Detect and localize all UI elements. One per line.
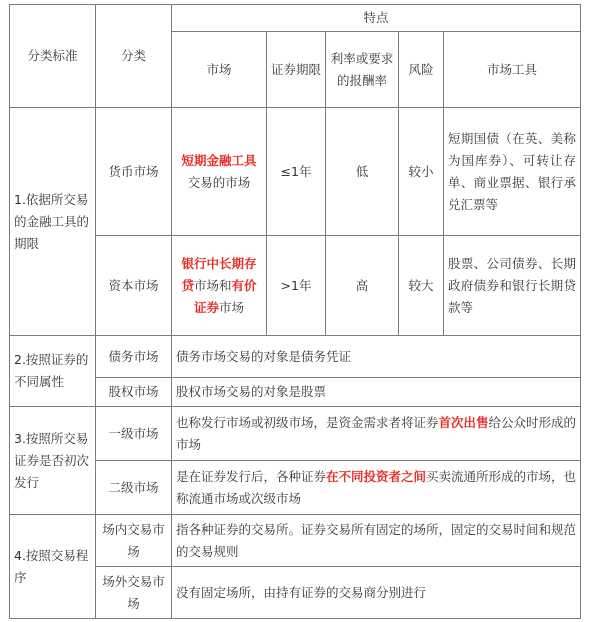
row-secondary-market (10, 461, 581, 515)
highlight-short-term-instruments: 短期金融工具 (181, 152, 257, 168)
header-standard: 分类标准 (10, 5, 96, 108)
highlight-securities: 有价证券 (193, 277, 257, 315)
subheader-risk: 风险 (399, 32, 444, 108)
equity-market-description: 股权市场交易的对象是股票 (172, 378, 581, 407)
money-market-tools: 短期国债（在英、美称为国库券）、可转让存单、商业票据、银行承兑汇票等 (444, 108, 581, 236)
row-equity-market (10, 378, 581, 407)
subheader-term: 证券期限 (267, 32, 326, 108)
category-debt-market: 债务市场 (96, 336, 172, 378)
row-offsite-market (10, 567, 581, 619)
row-money-market (10, 108, 581, 236)
standard-term: 1.依据所交易的金融工具的期限 (10, 108, 96, 336)
capital-market-term: >1年 (267, 236, 326, 336)
category-money-market: 货币市场 (96, 108, 172, 236)
capital-market-rate: 高 (326, 236, 399, 336)
capital-market-description: 银行中长期存贷市场和有价证券市场 (172, 236, 267, 336)
highlight-between-investors: 在不同投资者之间 (326, 468, 427, 484)
standard-procedure: 4.按照交易程序 (10, 515, 96, 619)
primary-market-description: 也称发行市场或初级市场，是资金需求者将证券首次出售给公众时形成的市场 (172, 407, 581, 461)
debt-market-description: 债务市场交易的对象是债务凭证 (172, 336, 581, 378)
category-offsite-market: 场外交易市场 (96, 567, 172, 619)
subheader-market: 市场 (172, 32, 267, 108)
header-category: 分类 (96, 5, 172, 108)
subheader-tools: 市场工具 (444, 32, 581, 108)
category-equity-market: 股权市场 (96, 378, 172, 407)
money-market-term: ≤1年 (267, 108, 326, 236)
capital-market-risk: 较大 (399, 236, 444, 336)
onsite-market-description: 指各种证券的交易所。证券交易所有固定的场所，固定的交易时间和规范的交易规则 (172, 515, 581, 567)
row-debt-market (10, 336, 581, 378)
row-onsite-market (10, 515, 581, 567)
highlight-bank-loans: 银行中长期存贷 (181, 255, 257, 293)
standard-issuance: 3.按照所交易证券是否初次发行 (10, 407, 96, 515)
market-classification-table (9, 4, 581, 619)
money-market-rate: 低 (326, 108, 399, 236)
header-features: 特点 (172, 5, 581, 32)
header-row (10, 5, 581, 32)
secondary-market-description: 是在证券发行后，各种证券在不同投资者之间买卖流通所形成的市场，也称流通市场或次级市场 (172, 461, 581, 515)
row-capital-market (10, 236, 581, 336)
subheader-rate: 利率或要求的报酬率 (326, 32, 399, 108)
standard-attribute: 2.按照证券的不同属性 (10, 336, 96, 407)
category-primary-market: 一级市场 (96, 407, 172, 461)
category-onsite-market: 场内交易市场 (96, 515, 172, 567)
category-capital-market: 资本市场 (96, 236, 172, 336)
capital-market-tools: 股票、公司债券、长期政府债券和银行长期贷款等 (444, 236, 581, 336)
money-market-risk: 较小 (399, 108, 444, 236)
row-primary-market (10, 407, 581, 461)
offsite-market-description: 没有固定场所，由持有证券的交易商分别进行 (172, 567, 581, 619)
highlight-first-sale: 首次出售 (438, 414, 489, 430)
money-market-description: 短期金融工具交易的市场 (172, 108, 267, 236)
category-secondary-market: 二级市场 (96, 461, 172, 515)
